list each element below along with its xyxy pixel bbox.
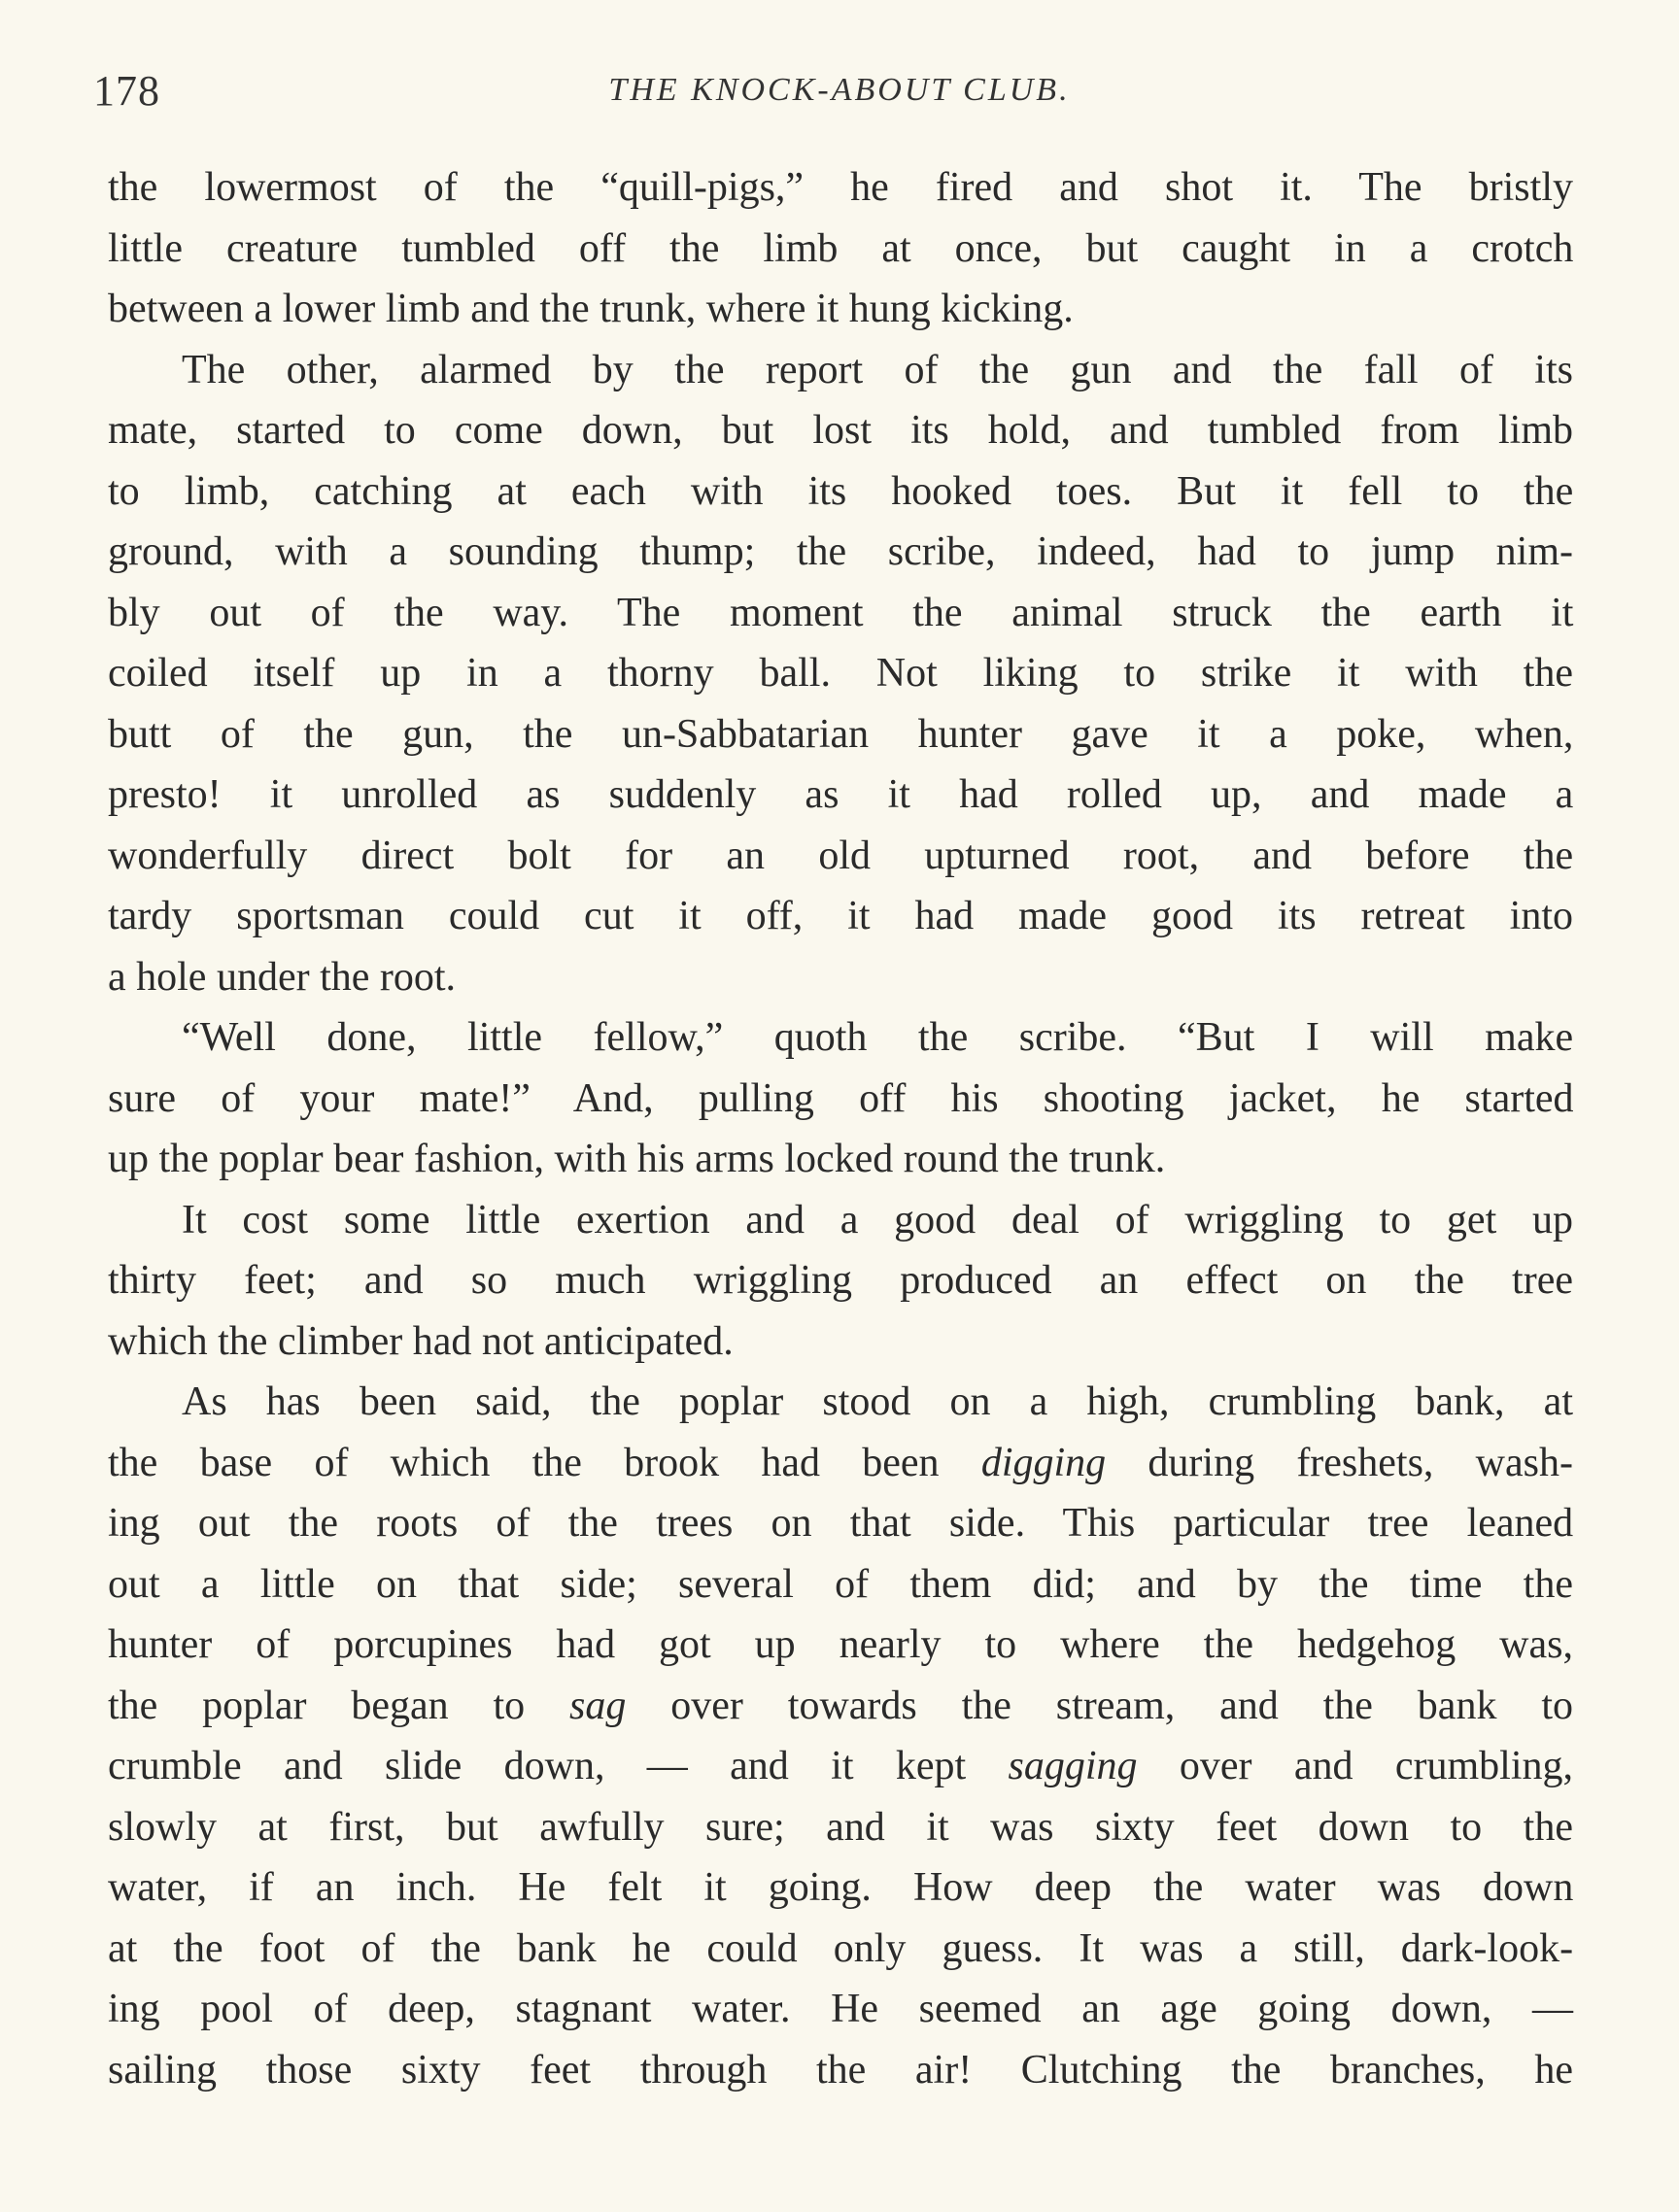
text-line: ground, with a sounding thump; the scribe, indeed, had to jump nim-: [108, 529, 1573, 574]
text-line: tardy sportsman could cut it off, it had made good its retreat into: [108, 894, 1573, 938]
body-text: [108, 157, 1573, 2100]
italic-word: sagging: [1008, 1744, 1138, 1788]
text-line: a hole under the root.: [108, 954, 457, 1000]
text-run: the base of which the brook had been: [108, 1440, 981, 1485]
text-run: the poplar began to: [108, 1683, 570, 1728]
text-line: [108, 1736, 1573, 1797]
text-line: bly out of the way. The moment the animal struck the earth it: [108, 590, 1574, 635]
page-header: [0, 66, 1679, 124]
text-line: coiled itself up in a thorny ball. Not liking to strike it with the: [108, 651, 1573, 696]
paragraph-5: [108, 1372, 1573, 2100]
text-line: [108, 1676, 1573, 1737]
text-line: at the foot of the bank he could only guess. It was a still, dark-look-: [108, 1925, 1574, 1971]
paragraph-1: [108, 157, 1573, 340]
text-line: hunter of porcupines had got up nearly to where the hedgehog was,: [108, 1622, 1573, 1667]
text-line: It cost some little exertion and a good deal of wriggling to get up: [182, 1197, 1573, 1242]
text-run: over and crumbling,: [1137, 1744, 1573, 1788]
text-line: wonderfully direct bolt for an old upturned root, and before the: [108, 833, 1574, 878]
paragraph-3: [108, 1007, 1573, 1190]
italic-word: digging: [980, 1440, 1107, 1485]
text-line: As has been said, the poplar stood on a high, crumbling bank, at: [182, 1379, 1573, 1424]
italic-word: sag: [569, 1683, 627, 1728]
paragraph-2: [108, 340, 1573, 1008]
text-line: butt of the gun, the un-Sabbatarian hunter gave it a poke, when,: [108, 711, 1574, 757]
text-line: ing pool of deep, stagnant water. He seemed an age going down, —: [108, 1987, 1573, 2031]
paragraph-4: [108, 1190, 1573, 1373]
text-run: crumble and slide down, — and it kept: [108, 1744, 1009, 1788]
text-line: slowly at first, but awfully sure; and it was sixty feet down to the: [108, 1804, 1573, 1850]
text-line: presto! it unrolled as suddenly as it had rolled up, and made a: [108, 772, 1574, 817]
text-line: out a little on that side; several of them did; and by the time the: [108, 1561, 1573, 1607]
text-line: sailing those sixty feet through the air! Clutching the branches, he: [108, 2047, 1573, 2093]
text-line: “Well done, little fellow,” quoth the scribe. “But I will make: [182, 1015, 1574, 1060]
text-line: thirty feet; and so much wriggling produced an effect on the tree: [108, 1258, 1573, 1303]
text-run: during freshets, wash-: [1106, 1440, 1573, 1485]
text-line: water, if an inch. He felt it going. How deep the water was down: [108, 1865, 1574, 1910]
text-line: to limb, catching at each with its hooked toes. But it fell to the: [108, 468, 1574, 514]
running-head: THE KNOCK-ABOUT CLUB.: [608, 72, 1071, 108]
text-line: which the climber had not anticipated.: [108, 1318, 734, 1364]
text-line: up the poplar bear fashion, with his arms locked round the trunk.: [108, 1137, 1166, 1181]
text-run: over towards the stream, and the bank to: [626, 1683, 1573, 1728]
text-line: the lowermost of the “quill-pigs,” he fired and shot it. The bristly: [108, 165, 1573, 210]
text-line: [108, 1433, 1573, 1494]
page-number: 178: [93, 67, 160, 115]
text-line: mate, started to come down, but lost its hold, and tumbled from limb: [108, 408, 1573, 453]
text-line: The other, alarmed by the report of the gun and the fall of its: [182, 347, 1573, 392]
text-line: ing out the roots of the trees on that side. This particular tree leaned: [108, 1501, 1574, 1546]
text-line: little creature tumbled off the limb at once, but caught in a crotch: [108, 225, 1574, 271]
text-line: sure of your mate!” And, pulling off his shooting jacket, he started: [108, 1075, 1574, 1121]
text-line: between a lower limb and the trunk, where it hung kicking.: [108, 287, 1074, 331]
